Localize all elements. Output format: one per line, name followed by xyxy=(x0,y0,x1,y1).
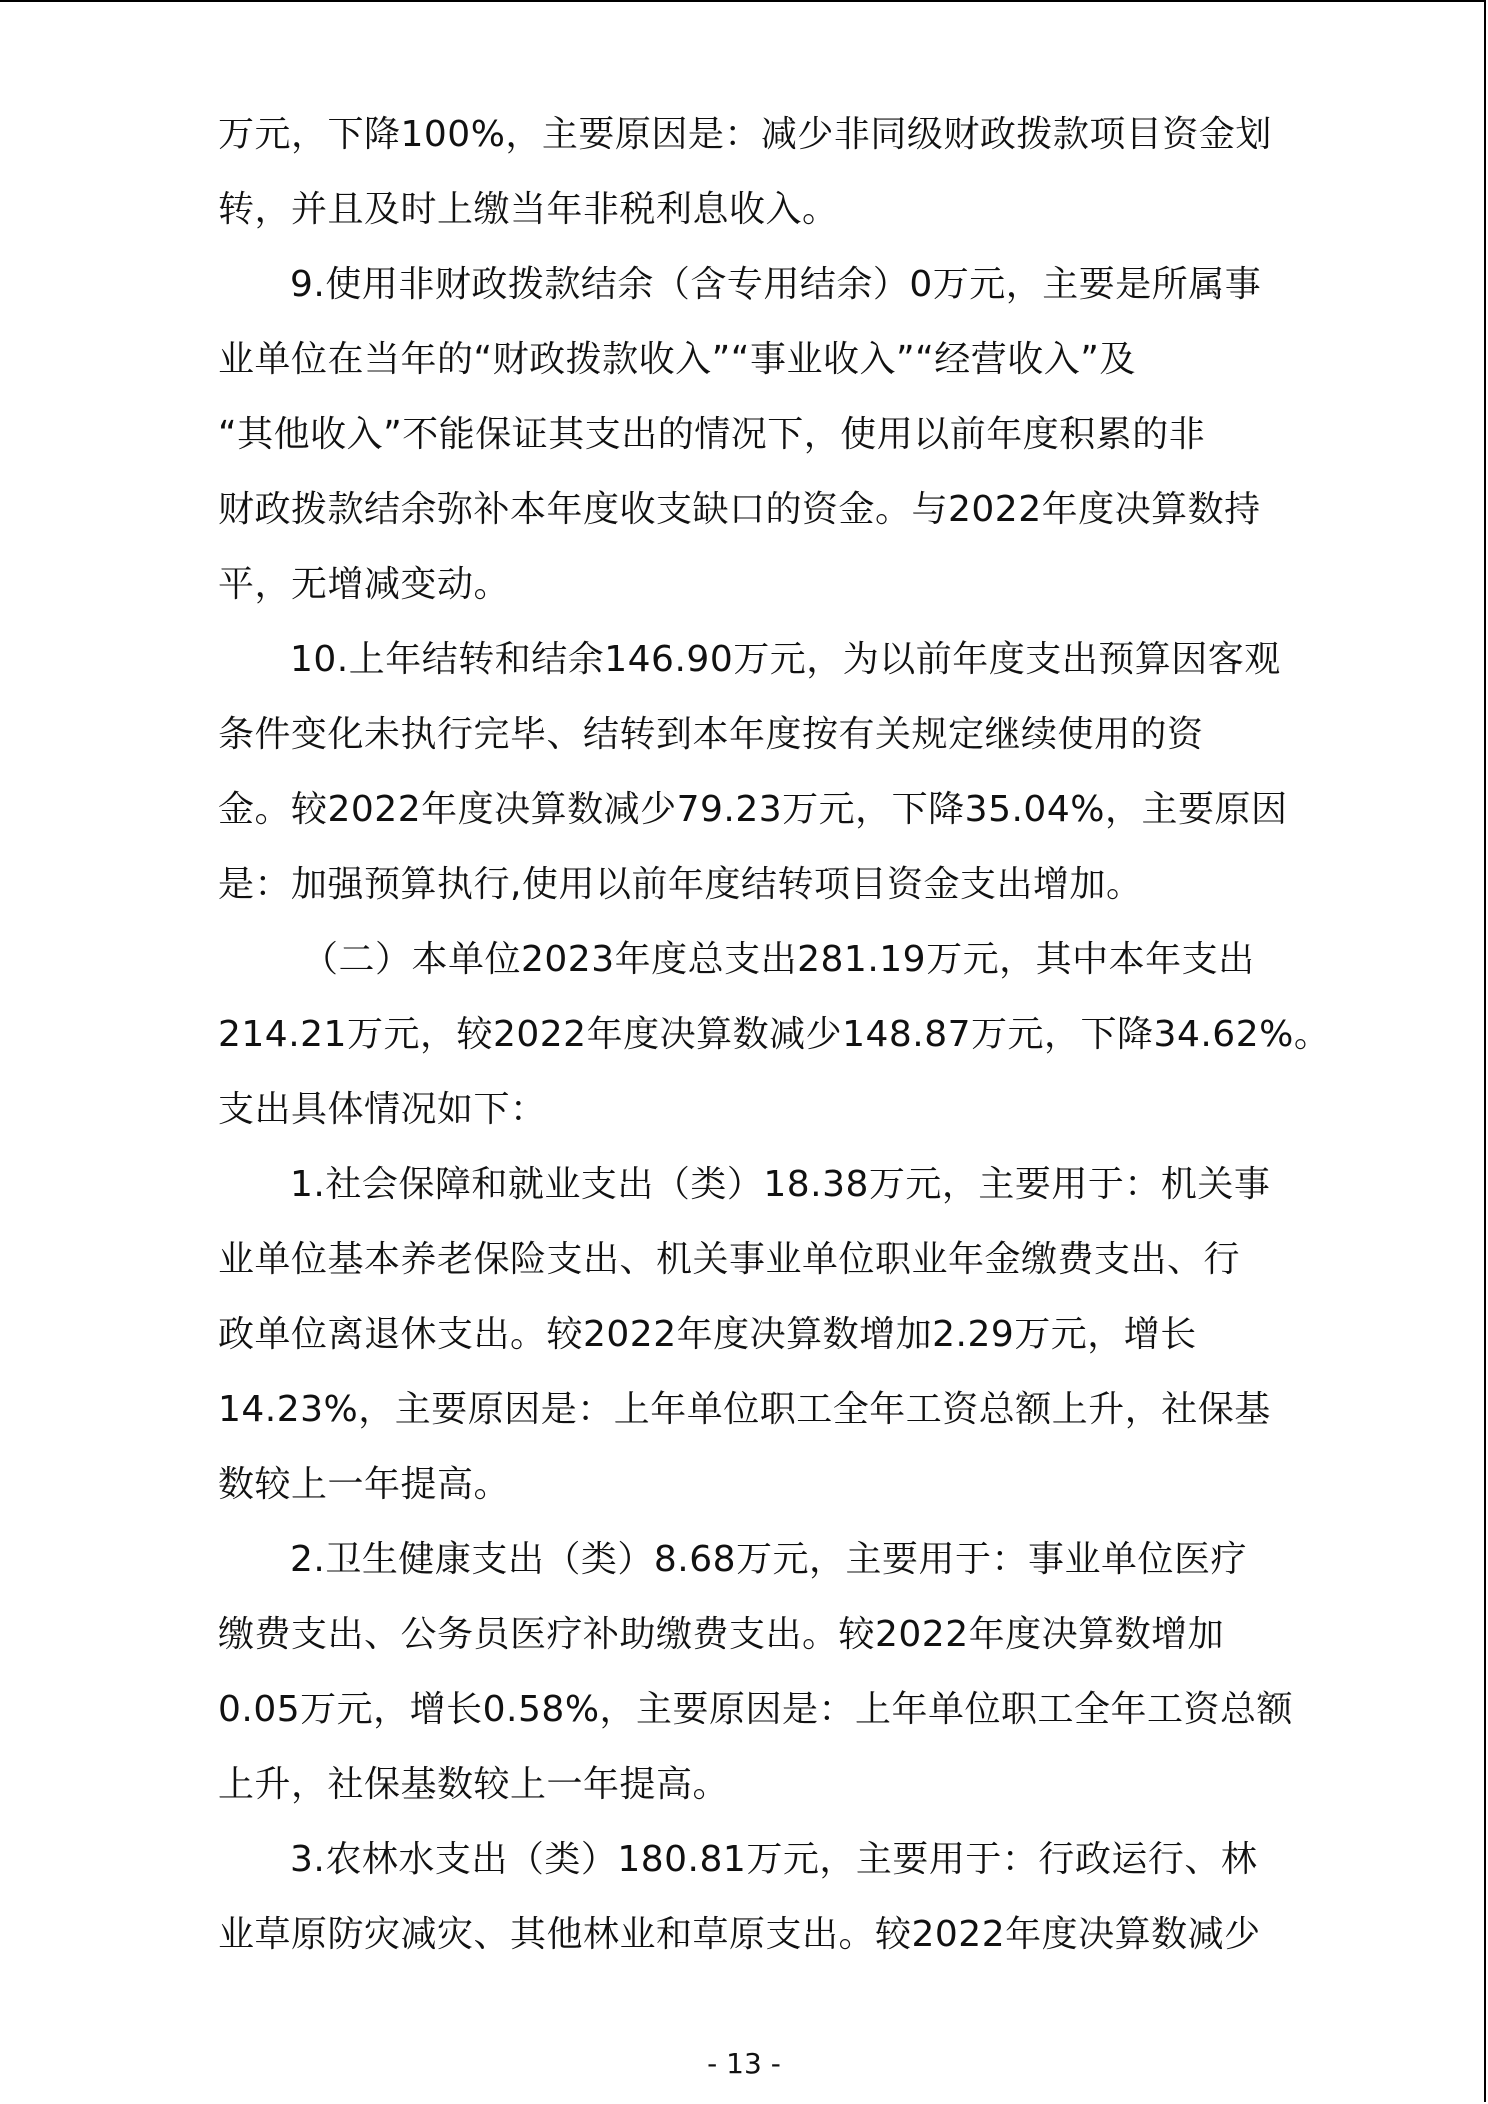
paragraph-item-2: 2.卫生健康支出（类）8.68万元，主要用于：事业单位医疗 xyxy=(290,1539,1248,1580)
text-line: 政单位离退休支出。较2022年度决算数增加2.29万元，增长 xyxy=(218,1314,1197,1355)
paragraph-item-3: 3.农林水支出（类）180.81万元，主要用于：行政运行、林 xyxy=(290,1839,1258,1880)
text-line: 业单位基本养老保险支出、机关事业单位职业年金缴费支出、行 xyxy=(218,1239,1241,1280)
text-line: 金。较2022年度决算数减少79.23万元，下降35.04%，主要原因 xyxy=(218,789,1288,830)
text-line: 214.21万元，较2022年度决算数减少148.87万元，下降34.62%。 xyxy=(218,1014,1331,1055)
text-line: 缴费支出、公务员医疗补助缴费支出。较2022年度决算数增加 xyxy=(218,1614,1225,1655)
text-line: 0.05万元，增长0.58%，主要原因是：上年单位职工全年工资总额 xyxy=(218,1689,1294,1730)
text-line: “其他收入”不能保证其支出的情况下，使用以前年度积累的非 xyxy=(218,414,1206,455)
text-line: 数较上一年提高。 xyxy=(218,1464,511,1505)
page-number: - 13 - xyxy=(707,2047,781,2080)
text-line: 转，并且及时上缴当年非税利息收入。 xyxy=(218,189,839,230)
text-line: 业单位在当年的“财政拨款收入”“事业收入”“经营收入”及 xyxy=(218,339,1136,380)
text-line: 条件变化未执行完毕、结转到本年度按有关规定继续使用的资 xyxy=(218,714,1204,755)
section-heading-2: （二）本单位2023年度总支出281.19万元，其中本年支出 xyxy=(302,939,1255,980)
text-line: 万元，下降100%，主要原因是：减少非同级财政拨款项目资金划 xyxy=(218,114,1272,155)
text-line: 业草原防灾减灾、其他林业和草原支出。较2022年度决算数减少 xyxy=(218,1914,1261,1955)
text-line: 支出具体情况如下： xyxy=(218,1089,547,1130)
paragraph-item-10: 10.上年结转和结余146.90万元，为以前年度支出预算因客观 xyxy=(290,639,1281,680)
paragraph-item-9: 9.使用非财政拨款结余（含专用结余）0万元，主要是所属事 xyxy=(290,264,1262,305)
document-body xyxy=(218,97,1331,1972)
paragraph-item-1: 1.社会保障和就业支出（类）18.38万元，主要用于：机关事 xyxy=(290,1164,1271,1205)
text-line: 14.23%，主要原因是：上年单位职工全年工资总额上升，社保基 xyxy=(218,1389,1271,1430)
text-line: 财政拨款结余弥补本年度收支缺口的资金。与2022年度决算数持 xyxy=(218,489,1261,530)
text-line: 是：加强预算执行,使用以前年度结转项目资金支出增加。 xyxy=(218,864,1143,905)
text-line: 平，无增减变动。 xyxy=(218,564,511,605)
text-line: 上升，社保基数较上一年提高。 xyxy=(218,1764,730,1805)
